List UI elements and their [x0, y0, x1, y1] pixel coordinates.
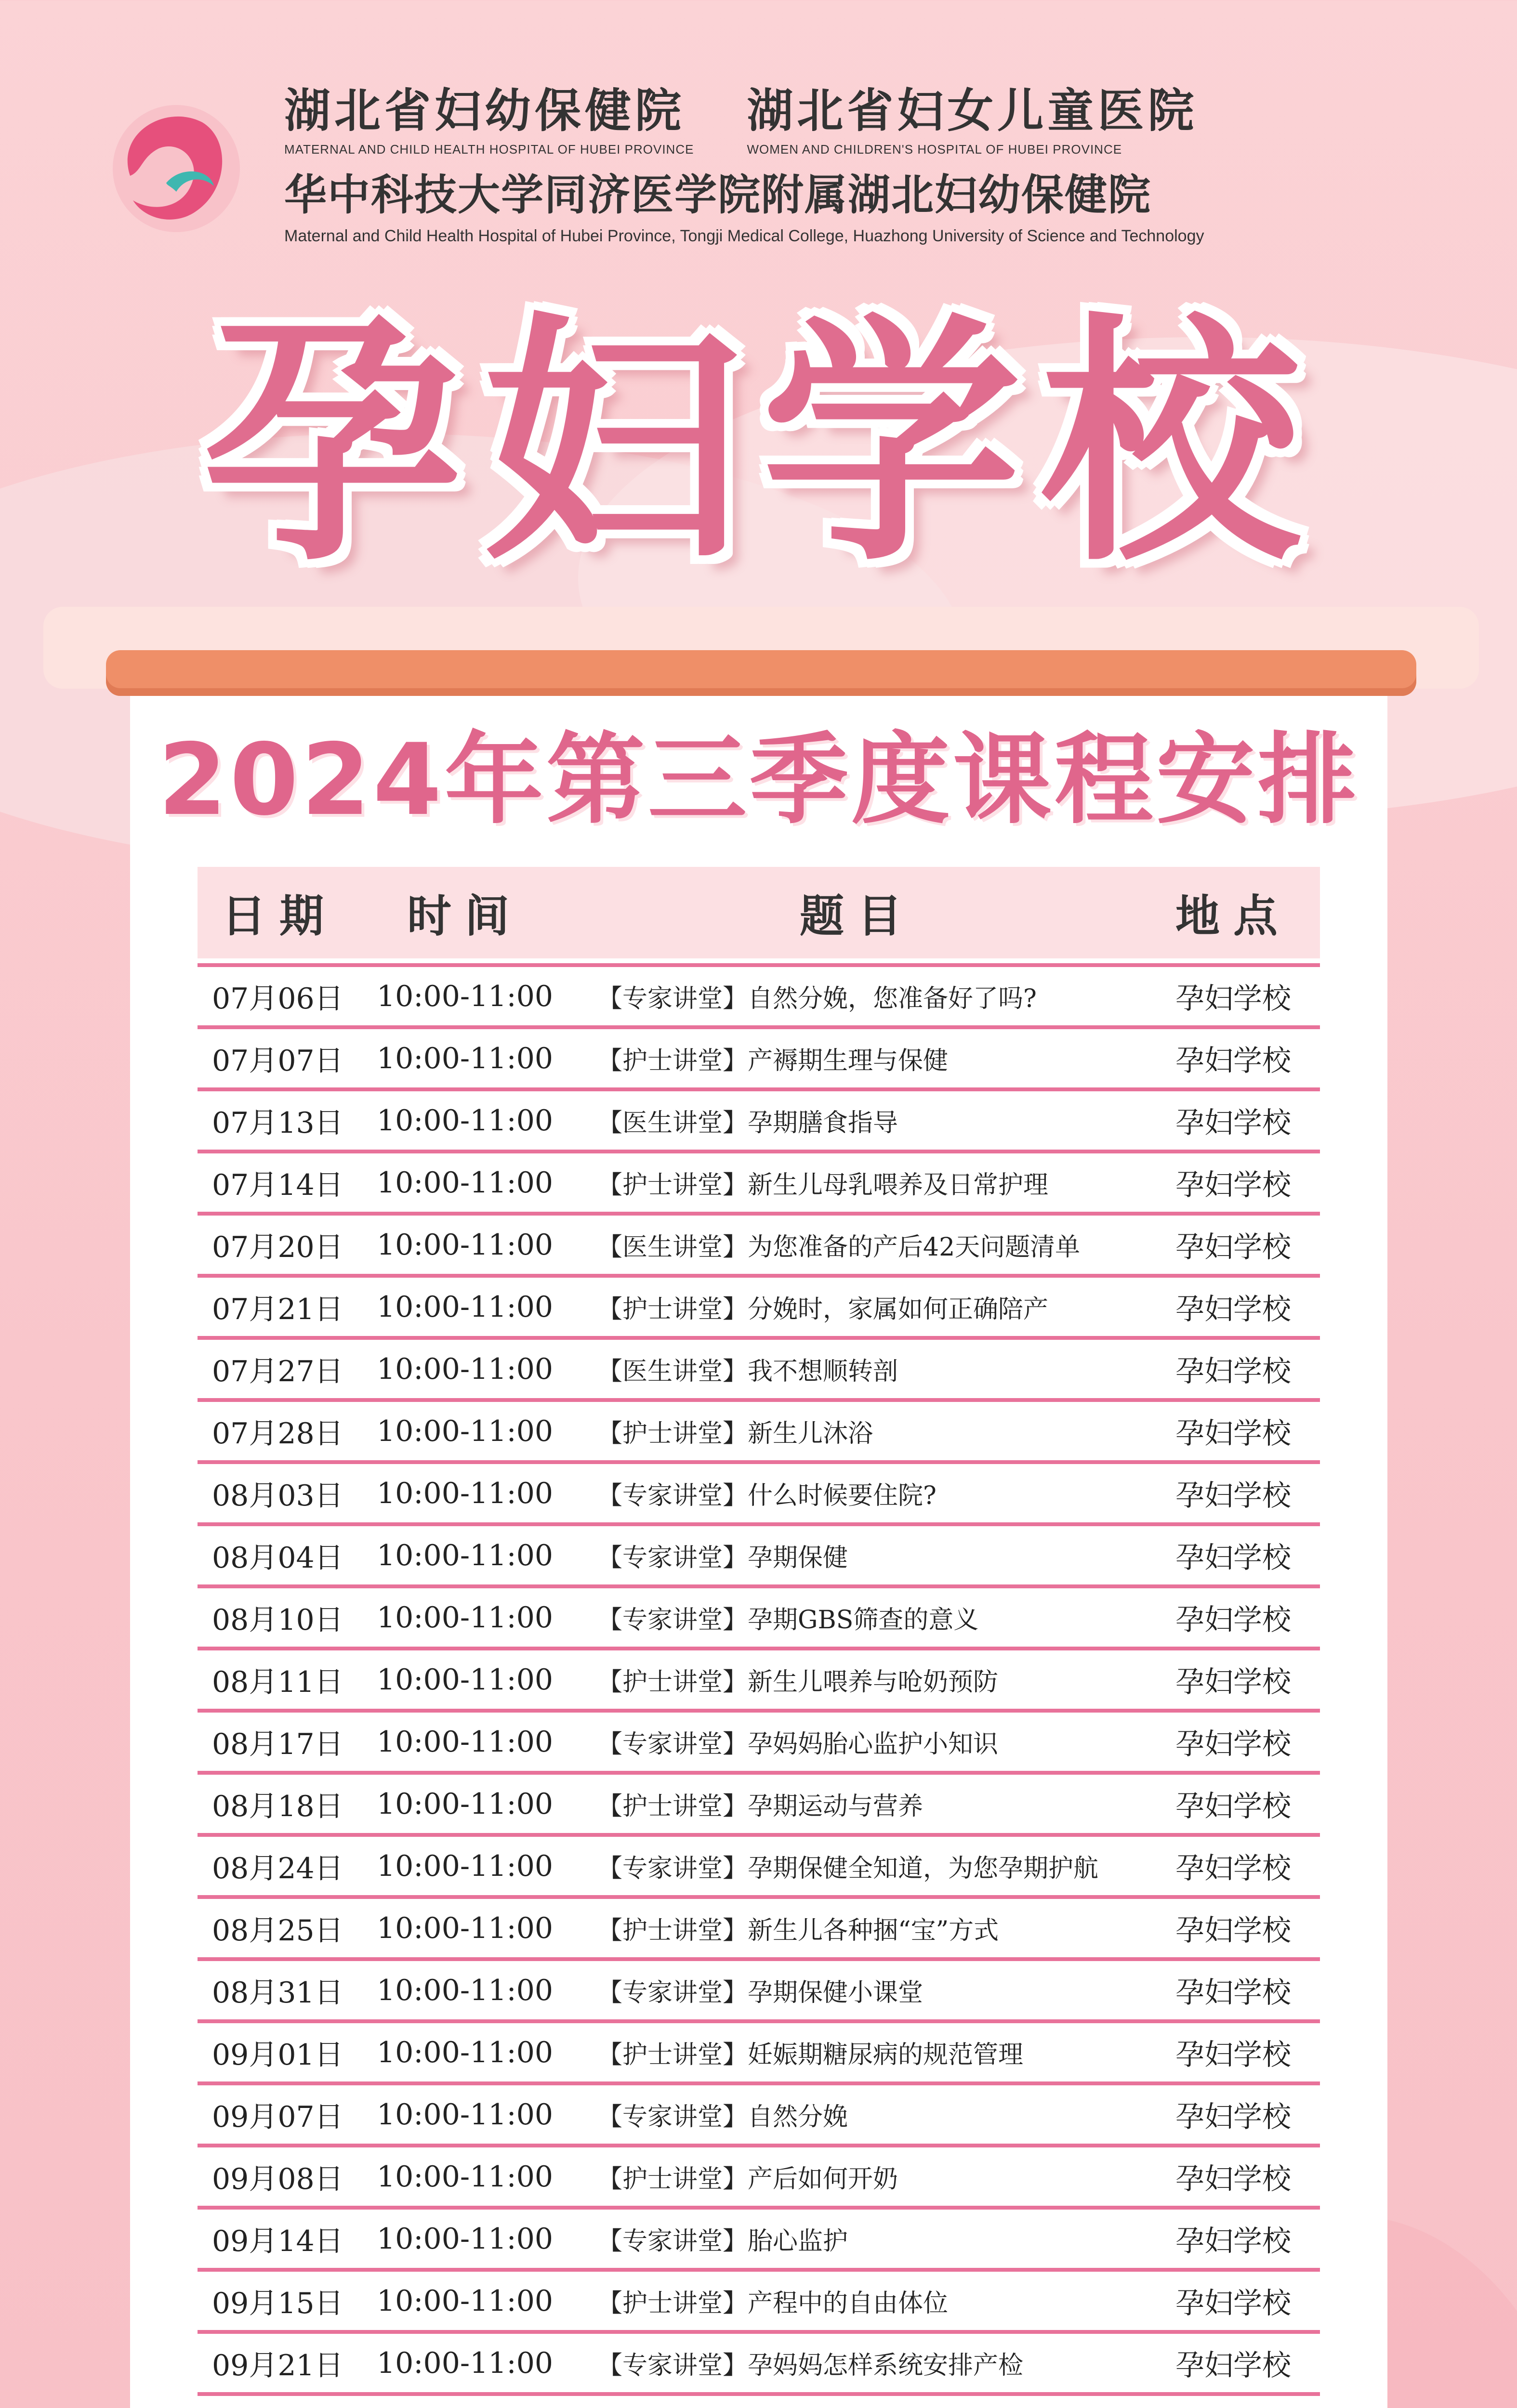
table-row: [198, 1460, 1320, 1522]
row-time: 10:00-11:00: [376, 1165, 554, 1200]
row-topic: 【护士讲堂】新生儿各种捆“宝”方式: [597, 1916, 999, 1945]
table-row: [198, 1957, 1320, 2019]
row-place: 孕妇学校: [1175, 1665, 1291, 1699]
row-date: 07月13日: [212, 1106, 343, 1140]
table-row: [198, 2144, 1320, 2206]
row-topic: 【专家讲堂】自然分娩: [597, 2103, 848, 2132]
row-place: 孕妇学校: [1175, 1789, 1291, 1823]
row-place: 孕妇学校: [1175, 1603, 1291, 1637]
row-time: 10:00-11:00: [376, 1290, 554, 1324]
row-date: 08月10日: [212, 1603, 343, 1637]
row-date: 07月14日: [212, 1168, 343, 1202]
row-topic: 【护士讲堂】新生儿喂养与呛奶预防: [597, 1668, 999, 1697]
row-date: 07月06日: [212, 982, 343, 1016]
table-row: [198, 1833, 1320, 1895]
row-place: 孕妇学校: [1175, 2038, 1291, 2072]
table-row: [198, 1274, 1320, 1336]
hospital-1-name: [284, 82, 694, 159]
row-topic: 【专家讲堂】孕期保健小课堂: [597, 1978, 923, 2007]
row-time: 10:00-11:00: [376, 1538, 554, 1572]
row-time: 10:00-11:00: [376, 2346, 554, 2380]
row-date: 08月17日: [212, 1727, 343, 1761]
row-topic: 【护士讲堂】新生儿沐浴: [597, 1419, 873, 1448]
row-place: 孕妇学校: [1175, 1044, 1291, 1078]
table-row: [198, 2392, 1320, 2408]
row-topic: 【护士讲堂】产后如何开奶: [597, 2165, 898, 2194]
row-topic: 【护士讲堂】分娩时，家属如何正确陪产: [597, 1295, 1049, 1324]
table-row: [198, 1709, 1320, 1771]
header-place: 地点: [1175, 890, 1291, 942]
hospital-2-en: WOMEN AND CHILDREN'S HOSPITAL OF HUBEI PROVINCE: [747, 142, 1122, 157]
hospital-1-en: MATERNAL AND CHILD HEALTH HOSPITAL OF HUBEI PROVINCE: [284, 142, 694, 157]
row-topic: 【专家讲堂】什么时候要住院?: [597, 1481, 937, 1510]
row-topic: 【护士讲堂】妊娠期糖尿病的规范管理: [597, 2041, 1024, 2069]
row-place: 孕妇学校: [1175, 2162, 1291, 2196]
row-date: 07月21日: [212, 1292, 343, 1326]
main-hospital-name: 华中科技大学同济医学院附属湖北妇幼保健院: [284, 170, 1152, 220]
table-row: [198, 1398, 1320, 1460]
row-time: 10:00-11:00: [376, 2222, 554, 2256]
row-time: 10:00-11:00: [376, 1725, 554, 1759]
row-place: 孕妇学校: [1175, 1976, 1291, 2010]
table-row: [198, 1025, 1320, 1087]
hospital-1-cn: 湖北省妇幼保健院: [284, 83, 685, 138]
row-date: 08月24日: [212, 1851, 343, 1885]
row-place: 孕妇学校: [1175, 1292, 1291, 1326]
table-row: [198, 2330, 1320, 2392]
header-topic: 题目: [799, 890, 915, 942]
row-date: 07月28日: [212, 1416, 343, 1451]
row-place: 孕妇学校: [1175, 1913, 1291, 1948]
row-topic: 【医生讲堂】为您准备的产后42天问题清单: [597, 1233, 1081, 1262]
table-row: [198, 1150, 1320, 1212]
row-topic: 【护士讲堂】产程中的自由体位: [597, 2289, 949, 2318]
row-date: [198, 2405, 361, 2408]
row-date: 09月14日: [212, 2224, 343, 2258]
row-time: 10:00-11:00: [376, 2097, 554, 2132]
row-date: 08月31日: [212, 1976, 343, 2010]
hospital-header: [101, 82, 1402, 265]
row-date: 08月03日: [212, 1479, 343, 1513]
row-place: 孕妇学校: [1175, 1106, 1291, 1140]
row-date: 09月01日: [212, 2038, 343, 2072]
schedule-title: 2024年第三季度课程安排: [158, 723, 1359, 838]
row-topic: 【护士讲堂】孕期运动与营养: [597, 1792, 923, 1821]
table-row: [198, 1087, 1320, 1150]
header-date: 日期: [221, 890, 337, 942]
table-row: [198, 1771, 1320, 1833]
row-time: 10:00-11:00: [376, 2284, 554, 2318]
table-row: [198, 1522, 1320, 1584]
table-row: [198, 1212, 1320, 1274]
row-time: 10:00-11:00: [376, 1662, 554, 1697]
row-topic: 【专家讲堂】孕妈妈怎样系统安排产检: [597, 2351, 1024, 2380]
row-place: 孕妇学校: [1175, 1354, 1291, 1388]
row-date: 09月15日: [212, 2286, 343, 2320]
row-place: 孕妇学校: [1175, 2224, 1291, 2258]
row-place: 孕妇学校: [1175, 1230, 1291, 1264]
row-topic: 【专家讲堂】孕期GBS筛查的意义: [597, 1606, 979, 1635]
row-place: 孕妇学校: [1175, 1727, 1291, 1761]
row-date: 09月08日: [212, 2162, 343, 2196]
row-time: 10:00-11:00: [376, 1849, 554, 1883]
row-time: 10:00-11:00: [376, 979, 554, 1013]
row-place: 孕妇学校: [1175, 1851, 1291, 1885]
row-topic: 【专家讲堂】孕妈妈胎心监护小知识: [597, 1730, 999, 1759]
row-date: 07月20日: [212, 1230, 343, 1264]
row-time: 10:00-11:00: [376, 2159, 554, 2194]
row-time: 10:00-11:00: [376, 1600, 554, 1635]
hospital-logo: [101, 96, 246, 241]
row-topic: 【专家讲堂】自然分娩，您准备好了吗?: [597, 984, 1037, 1013]
row-place: 孕妇学校: [1175, 2286, 1291, 2320]
row-place: [1147, 2405, 1320, 2408]
row-topic: 【专家讲堂】胎心监护: [597, 2227, 848, 2256]
row-date: 07月27日: [212, 1354, 343, 1388]
row-place: 孕妇学校: [1175, 982, 1291, 1016]
table-row: [198, 1336, 1320, 1398]
row-date: 09月21日: [212, 2348, 343, 2382]
table-row: [198, 963, 1320, 1025]
row-date: 08月18日: [212, 1789, 343, 1823]
row-time: 10:00-11:00: [376, 1911, 554, 1945]
row-time: 10:00-11:00: [376, 1787, 554, 1821]
table-row: [198, 2206, 1320, 2268]
row-topic: 【护士讲堂】新生儿母乳喂养及日常护理: [597, 1171, 1049, 1200]
row-time: 10:00-11:00: [376, 1228, 554, 1262]
schedule-table: [198, 963, 1320, 2408]
row-time: 10:00-11:00: [376, 1103, 554, 1138]
row-place: 孕妇学校: [1175, 1479, 1291, 1513]
row-topic: 【医生讲堂】我不想顺转剖: [597, 1357, 898, 1386]
row-time: 10:00-11:00: [376, 1041, 554, 1075]
header-time: 时间: [407, 890, 523, 942]
row-time: 10:00-11:00: [376, 1414, 554, 1448]
row-date: 08月25日: [212, 1913, 343, 1948]
row-place: 孕妇学校: [1175, 2100, 1291, 2134]
row-topic: 【专家讲堂】孕期保健全知道，为您孕期护航: [597, 1854, 1099, 1883]
row-date: 07月07日: [212, 1044, 343, 1078]
row-place: 孕妇学校: [1175, 1416, 1291, 1451]
main-hospital-name-en: Maternal and Child Health Hospital of Hubei Province, Tongji Medical College, Huazhong University of Science and Technology: [284, 227, 1204, 245]
scroll-rod: [106, 650, 1416, 696]
row-place: 孕妇学校: [1175, 1168, 1291, 1202]
hospital-2-name: [747, 82, 1198, 159]
page-title: 孕妇学校: [202, 290, 1320, 596]
row-time: 10:00-11:00: [376, 2035, 554, 2069]
row-topic: 【医生讲堂】孕期膳食指导: [597, 1109, 898, 1138]
row-time: 10:00-11:00: [376, 1352, 554, 1386]
schedule-card: [130, 674, 1387, 2408]
table-row: [198, 1895, 1320, 1957]
table-row: [198, 1584, 1320, 1647]
table-row: [198, 2019, 1320, 2081]
row-date: 08月04日: [212, 1541, 343, 1575]
hospital-2-cn: 湖北省妇女儿童医院: [747, 83, 1198, 138]
table-row: [198, 1647, 1320, 1709]
table-row: [198, 2268, 1320, 2330]
row-time: 10:00-11:00: [376, 1973, 554, 2007]
row-place: 孕妇学校: [1175, 2348, 1291, 2382]
row-topic: 【护士讲堂】产褥期生理与保健: [597, 1047, 949, 1075]
row-time: 10:00-11:00: [376, 1476, 554, 1510]
row-topic: 【专家讲堂】孕期保健: [597, 1544, 848, 1572]
row-date: 09月07日: [212, 2100, 343, 2134]
table-row: [198, 2081, 1320, 2144]
row-date: 08月11日: [212, 1665, 343, 1699]
table-header: [198, 867, 1320, 958]
row-place: 孕妇学校: [1175, 1541, 1291, 1575]
